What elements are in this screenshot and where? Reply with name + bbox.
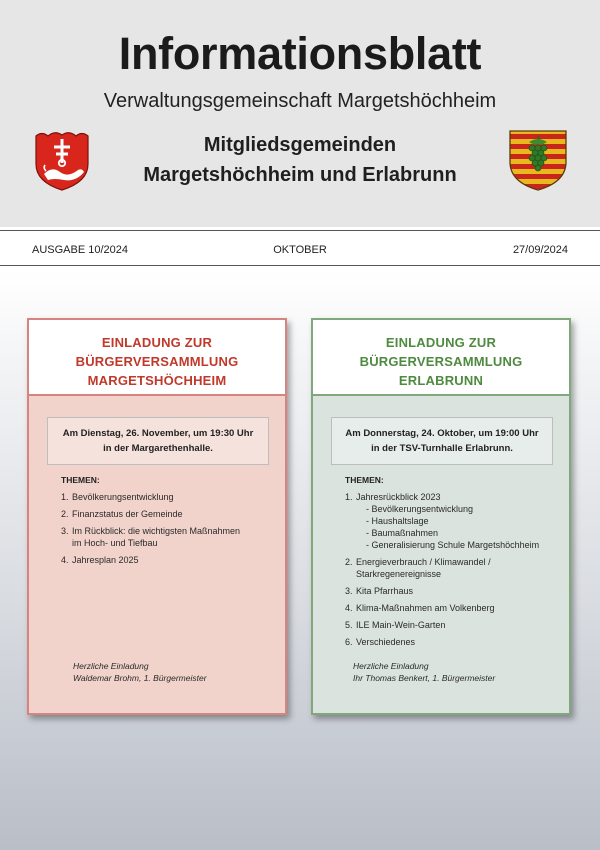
closing-greeting: Herzliche Einladung [73,661,149,671]
list-item-text: Finanzstatus der Gemeinde [72,509,183,519]
event-date-box [331,417,553,465]
closing-name: Ihr Thomas Benkert, 1. Bürgermeister [353,673,496,683]
topic-list [345,491,560,653]
members-line-2: Margetshöchheim und Erlabrunn [143,164,457,186]
page-title: Informationsblatt [118,28,482,79]
sub-item: - Haushaltslage [366,516,429,526]
list-item [61,525,276,549]
themes-label: THEMEN: [345,475,384,485]
event-date-line-1: Am Donnerstag, 24. Oktober, um 19:00 Uhr [345,428,539,439]
list-item [345,619,560,631]
invitation-card-erlabrunn [311,318,571,715]
list-item-number: 1. [61,492,69,502]
list-item [345,585,560,597]
page-subtitle: Verwaltungsgemeinschaft Margetshöchheim [103,90,497,112]
closing-signature [73,660,207,684]
members-line-1: Mitgliedsgemeinden [203,134,397,156]
event-date-line-1: Am Dienstag, 26. November, um 19:30 Uhr [62,428,254,439]
list-item-text: Verschiedenes [356,637,416,647]
list-item-number: 4. [61,555,69,565]
list-item [345,491,560,551]
card-heading-line-1: EINLADUNG ZUR [101,335,213,350]
card-heading-line-3: MARGETSHÖCHHEIM [87,373,227,388]
card-heading [29,320,285,396]
list-item-number: 1. [345,492,353,502]
list-item-text-cont: im Hoch- und Tiefbau [72,538,158,548]
list-item-text: Jahresplan 2025 [72,555,139,565]
list-item-text: Energieverbrauch / Klimawandel / [356,557,491,567]
themes-label: THEMEN: [61,475,100,485]
list-item-text: Im Rückblick: die wichtigsten Maßnahmen [72,526,241,536]
list-item-number: 5. [345,620,353,630]
list-item [61,508,276,520]
list-item [345,636,560,648]
list-item-number: 3. [345,586,353,596]
list-item-text: Klima-Maßnahmen am Volkenberg [356,603,495,613]
event-date-box [47,417,269,465]
closing-signature [353,660,495,684]
list-item-text: ILE Main-Wein-Garten [356,620,446,630]
issue-number: AUSGABE 10/2024 [32,244,129,256]
list-item [61,491,276,503]
erlabrunn-crest-icon [507,128,569,192]
list-item-text: Jahresrückblick 2023 [356,492,441,502]
list-item-number: 4. [345,603,353,613]
closing-greeting: Herzliche Einladung [353,661,429,671]
closing-name: Waldemar Brohm, 1. Bürgermeister [73,673,207,683]
card-heading-line-3: ERLABRUNN [398,373,484,388]
heading-divider [313,394,569,396]
invitation-card-margetshoechheim [27,318,287,715]
header-banner [0,0,600,227]
issue-month: OKTOBER [273,244,327,256]
issue-date: 27/09/2024 [512,244,568,256]
list-item-text: Kita Pfarrhaus [356,586,414,596]
list-item-number: 2. [61,509,69,519]
list-item-number: 6. [345,637,353,647]
list-item [345,602,560,614]
list-item [345,556,560,580]
sub-item: - Baumaßnahmen [366,528,439,538]
issue-bar [0,230,600,266]
card-heading [313,320,569,396]
sub-item: - Bevölkerungsentwicklung [366,504,474,514]
list-item-number: 2. [345,557,353,567]
list-item-number: 3. [61,526,69,536]
heading-divider [29,394,285,396]
event-date-line-2: in der TSV-Turnhalle Erlabrunn. [371,443,513,454]
list-item-text-cont: Starkregenereignisse [356,569,442,579]
card-heading-line-1: EINLADUNG ZUR [385,335,497,350]
event-date-line-2: in der Margarethenhalle. [103,443,213,454]
list-item [61,554,276,566]
margetshoechheim-crest-icon [32,130,92,192]
member-municipalities [100,130,500,190]
card-heading-line-2: BÜRGERVERSAMMLUNG [359,354,523,369]
card-heading-line-2: BÜRGERVERSAMMLUNG [75,354,239,369]
list-item-text: Bevölkerungsentwicklung [72,492,174,502]
sub-item: - Generalisierung Schule Margetshöchheim [366,540,540,550]
topic-list [61,491,276,571]
